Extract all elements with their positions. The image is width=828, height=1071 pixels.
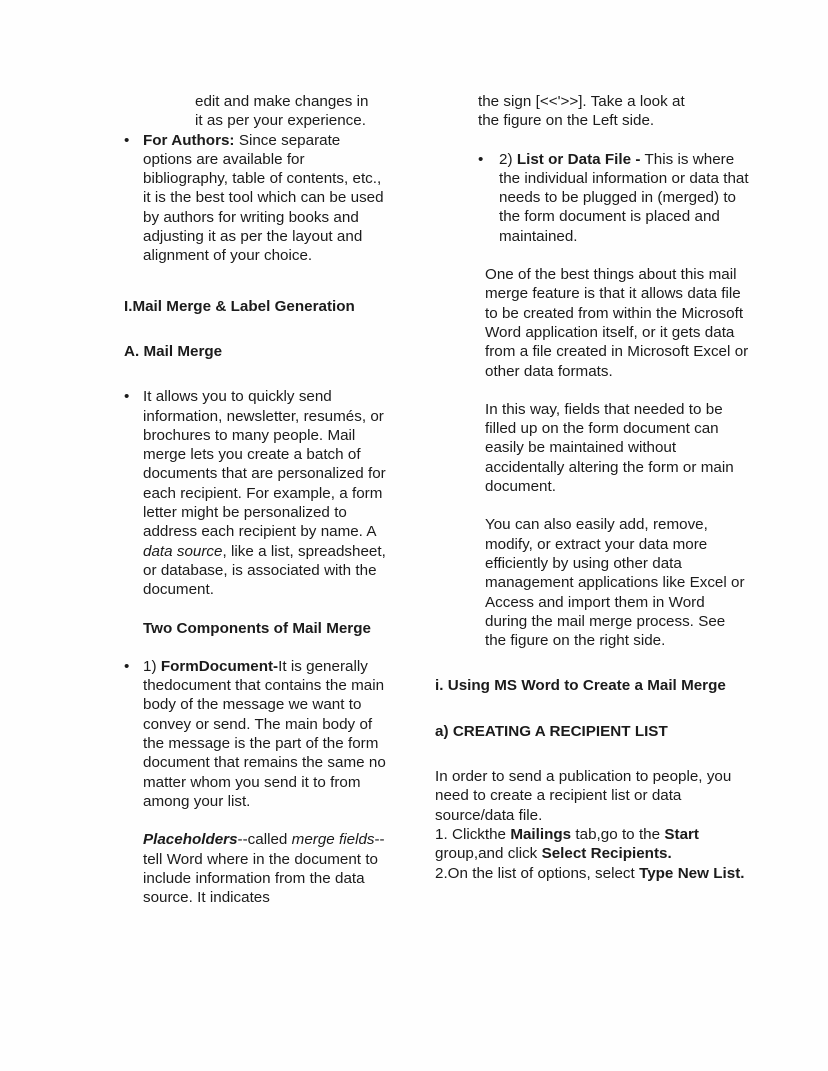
spacer <box>124 266 390 297</box>
spacer <box>124 600 390 619</box>
spacer <box>435 741 750 767</box>
spacer <box>435 496 750 515</box>
step-1-click-mailings <box>435 825 750 864</box>
data-source-term: data source <box>143 542 223 560</box>
list-data-file-body: This is where the individual information or data that needs to be plugged in (merged) to the form document is placed and maintained. <box>499 150 749 245</box>
bullet-for-authors-text <box>143 131 390 266</box>
mail-merge-part2: , like a list, spreadsheet, or database, is associated with the document. <box>143 542 386 599</box>
placeholders-part2: --tell Word where in the document to include information from the data source. It indicates <box>143 831 385 907</box>
step1-mailings-tab: Mailings <box>510 825 572 843</box>
step2-type-new-list: Type New List. <box>639 864 745 882</box>
right-continuation-text <box>435 92 750 131</box>
bullet-list-or-data-file <box>435 150 750 246</box>
left-continuation-text <box>124 92 390 131</box>
placeholders-term: Placeholders <box>143 831 238 849</box>
bullet-mail-merge-text <box>143 387 390 599</box>
spacer <box>124 316 390 342</box>
step-2-type-new-list <box>435 864 750 883</box>
form-document-term: FormDocument- <box>160 657 279 675</box>
step1-select-recipients: Select Recipients. <box>541 845 672 863</box>
heading-creating-recipient-list: a) CREATING A RECIPIENT LIST <box>435 722 668 740</box>
bullet-icon: • <box>478 150 484 168</box>
heading-mail-merge-label-generation: I.Mail Merge & Label Generation <box>124 297 355 315</box>
bullet-icon: • <box>124 657 130 675</box>
bullet-for-authors <box>124 131 390 266</box>
bullet-list-or-data-file-text <box>499 150 750 246</box>
left-column <box>0 92 414 907</box>
placeholders-part1: --called <box>237 831 292 849</box>
paragraph-best-things: One of the best things about this mail merge feature is that it allows data file to be created from within the Microsoft Word application itself, or it gets data from a file created in Microsoft Excel or other data formats. <box>485 266 749 380</box>
spacer <box>124 638 390 657</box>
left-continuation-line2: it as per your experience. <box>195 112 366 130</box>
step1-mid1: tab,go to the <box>571 825 665 843</box>
heading-two-components-of-mail-merge: Two Components of Mail Merge <box>143 619 371 637</box>
bullet-form-document-text <box>143 657 390 811</box>
step1-prefix: 1. Clickthe <box>435 825 511 843</box>
form-document-body: It is generally thedocument that contains the main body of the message we want to convey or send. The main body of the message is the part of the form document that remains the same no matter whom you send it to from among your list. <box>143 657 386 810</box>
two-column-body <box>0 92 828 907</box>
paragraph-in-this-way: In this way, fields that needed to be filled up on the form document can easily be maintained without accidentally altering the form or main document. <box>485 400 734 496</box>
spacer <box>124 811 390 830</box>
list-data-file-prefix: 2) <box>499 150 517 168</box>
spacer <box>435 246 750 265</box>
step1-start-group: Start <box>664 825 699 843</box>
spacer <box>435 131 750 150</box>
for-authors-body: Since separate options are available for bibliography, table of contents, etc., it is the best tool which can be used by authors for writing books and adjusting it as per the layout and alignment of your choice. <box>143 131 384 265</box>
right-column <box>414 92 828 883</box>
bullet-form-document <box>124 657 390 811</box>
step2-prefix: 2.On the list of options, select <box>435 864 640 882</box>
merge-fields-term: merge fields <box>291 831 375 849</box>
spacer <box>435 381 750 400</box>
spacer <box>124 361 390 387</box>
right-continuation-line1: the sign [<<'>>]. Take a look at <box>478 93 685 110</box>
paragraph-recipient-intro: In order to send a publication to people, you need to create a recipient list or data source/data file. <box>435 768 732 824</box>
paragraph-placeholders <box>124 830 390 907</box>
spacer <box>435 650 750 676</box>
list-data-file-term: List or Data File - <box>516 150 641 168</box>
left-continuation-line1: edit and make changes in <box>195 93 369 110</box>
right-continuation-line2: the figure on the Left side. <box>478 112 655 130</box>
mail-merge-part1: It allows you to quickly send information, newsletter, resumés, or brochures to many people. Mail merge lets you create a batch of documents that are personalized for each recipient. For example, a form letter might be personalized to address each recipient by name. A <box>143 388 386 541</box>
bullet-mail-merge-description <box>124 387 390 599</box>
for-authors-label: For Authors: <box>143 131 235 149</box>
bullet-icon: • <box>124 388 130 406</box>
spacer <box>435 696 750 722</box>
step1-mid2: group,and click <box>435 845 542 863</box>
heading-a-mail-merge: A. Mail Merge <box>124 342 223 360</box>
form-document-prefix: 1) <box>143 657 161 675</box>
bullet-icon: • <box>124 131 130 149</box>
heading-using-ms-word-mail-merge: i. Using MS Word to Create a Mail Merge <box>435 677 726 695</box>
paragraph-you-can-also: You can also easily add, remove, modify, or extract your data more efficiently by using other data management applications like Excel or Access and import them in Word during the mail merge process. See the figure on the right side. <box>485 516 745 650</box>
